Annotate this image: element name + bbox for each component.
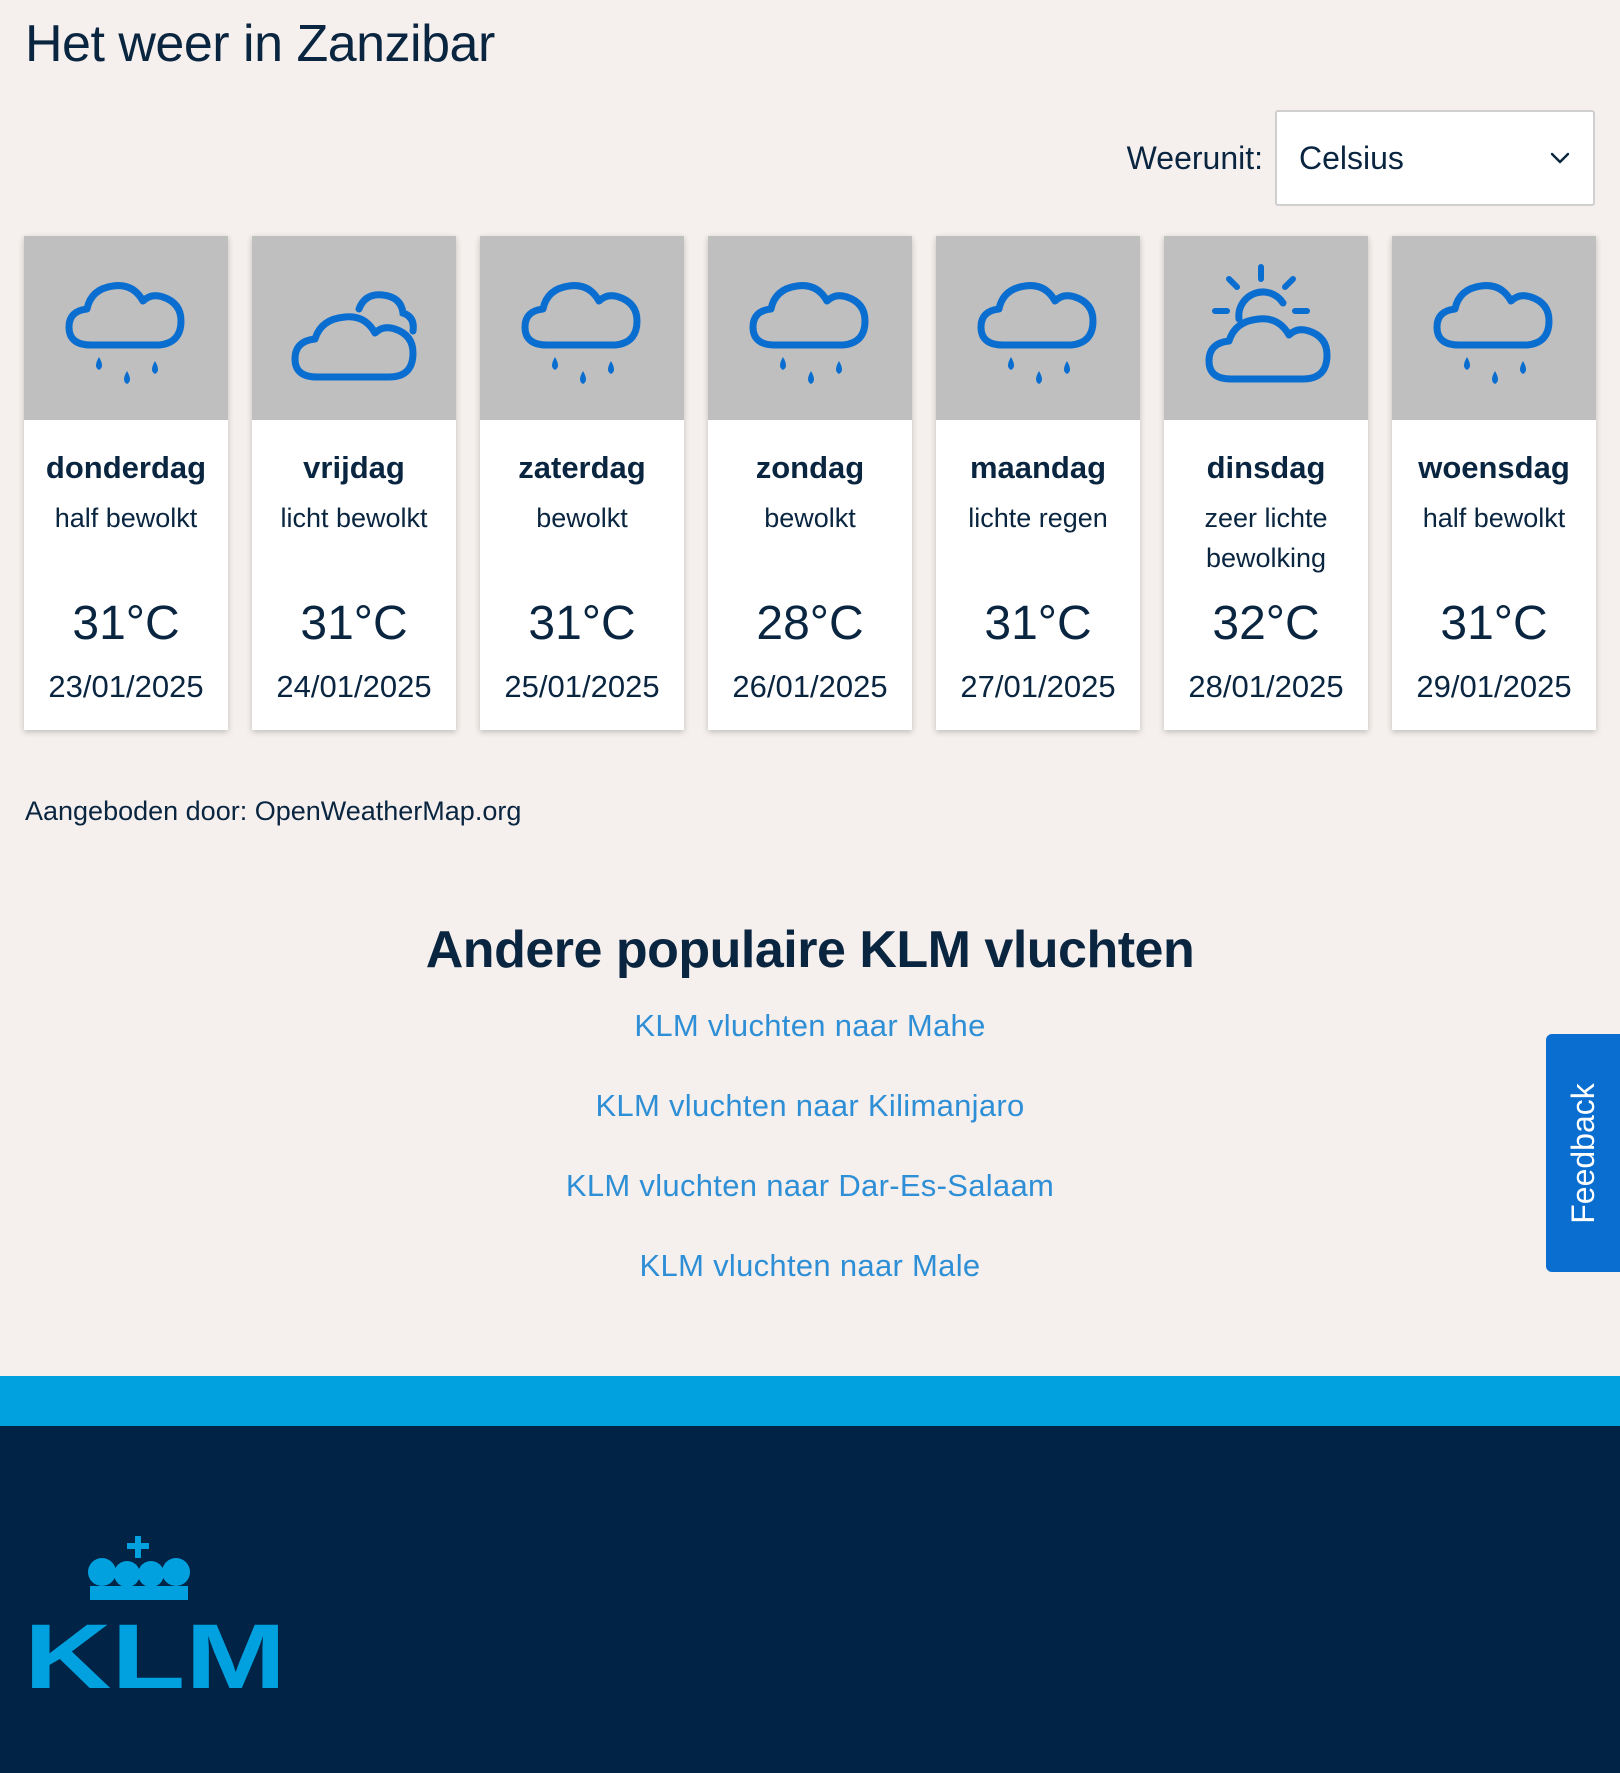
flight-link-male[interactable]: KLM vluchten naar Male bbox=[639, 1248, 981, 1283]
forecast-day: zondag bbox=[755, 450, 865, 485]
forecast-icon-box bbox=[936, 236, 1140, 420]
forecast-description: zeer lichte bewolking bbox=[1204, 503, 1328, 573]
forecast-cards bbox=[24, 236, 1596, 730]
rain-cloud-icon bbox=[735, 253, 885, 403]
rain-cloud-icon bbox=[963, 253, 1113, 403]
rain-cloud-icon bbox=[1419, 253, 1569, 403]
sun-cloud-icon bbox=[1191, 253, 1341, 403]
weather-unit-row bbox=[1127, 110, 1595, 206]
chevron-down-icon bbox=[1549, 147, 1571, 169]
forecast-description: half bewolkt bbox=[1422, 503, 1566, 533]
forecast-icon-box bbox=[1392, 236, 1596, 420]
forecast-date: 28/01/2025 bbox=[1188, 669, 1344, 704]
weather-unit-select[interactable] bbox=[1275, 110, 1595, 206]
flight-link-dar-es-salaam[interactable]: KLM vluchten naar Dar-Es-Salaam bbox=[565, 1168, 1055, 1203]
forecast-card-5 bbox=[1164, 236, 1368, 730]
klm-logo[interactable] bbox=[24, 1536, 286, 1696]
forecast-card-0 bbox=[24, 236, 228, 730]
forecast-day: donderdag bbox=[45, 450, 207, 485]
forecast-day: vrijdag bbox=[303, 450, 405, 485]
weather-unit-selected-value: Celsius bbox=[1299, 139, 1404, 176]
forecast-description: bewolkt bbox=[764, 503, 856, 533]
forecast-icon-box bbox=[708, 236, 912, 420]
forecast-card-2 bbox=[480, 236, 684, 730]
forecast-date: 25/01/2025 bbox=[504, 669, 660, 704]
forecast-temperature: 31°C bbox=[984, 597, 1092, 650]
forecast-date: 23/01/2025 bbox=[48, 669, 204, 704]
forecast-icon-box bbox=[252, 236, 456, 420]
forecast-temperature: 31°C bbox=[1440, 597, 1548, 650]
weather-credit: Aangeboden door: OpenWeatherMap.org bbox=[25, 796, 522, 826]
forecast-card-6 bbox=[1392, 236, 1596, 730]
forecast-description: licht bewolkt bbox=[280, 503, 428, 533]
forecast-description: bewolkt bbox=[536, 503, 628, 533]
forecast-date: 27/01/2025 bbox=[960, 669, 1116, 704]
rain-cloud-icon bbox=[51, 253, 201, 403]
popular-flights-title: Andere populaire KLM vluchten bbox=[425, 921, 1195, 979]
forecast-description: half bewolkt bbox=[54, 503, 198, 533]
forecast-temperature: 31°C bbox=[300, 597, 408, 650]
forecast-temperature: 31°C bbox=[528, 597, 636, 650]
feedback-label: Feedback bbox=[1564, 1082, 1601, 1224]
footer bbox=[0, 1426, 1620, 1773]
clouds-icon bbox=[279, 253, 429, 403]
popular-flights-links bbox=[0, 1008, 1620, 1328]
forecast-temperature: 32°C bbox=[1212, 597, 1320, 650]
forecast-date: 29/01/2025 bbox=[1416, 669, 1572, 704]
forecast-temperature: 28°C bbox=[756, 597, 864, 650]
forecast-icon-box bbox=[24, 236, 228, 420]
forecast-card-3 bbox=[708, 236, 912, 730]
forecast-day: dinsdag bbox=[1206, 450, 1326, 485]
rain-cloud-icon bbox=[507, 253, 657, 403]
forecast-card-1 bbox=[252, 236, 456, 730]
forecast-card-4 bbox=[936, 236, 1140, 730]
forecast-date: 24/01/2025 bbox=[276, 669, 432, 704]
klm-logo-text: KLM bbox=[24, 1606, 286, 1696]
footer-stripe bbox=[0, 1376, 1620, 1426]
page-title: Het weer in Zanzibar bbox=[25, 15, 495, 73]
forecast-icon-box bbox=[1164, 236, 1368, 420]
forecast-temperature: 31°C bbox=[72, 597, 180, 650]
forecast-description: lichte regen bbox=[968, 503, 1108, 533]
weather-unit-label: Weerunit: bbox=[1126, 139, 1263, 176]
flight-link-kilimanjaro[interactable]: KLM vluchten naar Kilimanjaro bbox=[595, 1088, 1025, 1123]
forecast-day: woensdag bbox=[1418, 450, 1570, 485]
forecast-day: maandag bbox=[969, 450, 1107, 485]
flight-link-mahe[interactable]: KLM vluchten naar Mahe bbox=[634, 1008, 986, 1043]
forecast-day: zaterdag bbox=[518, 450, 646, 485]
feedback-button[interactable] bbox=[1546, 1034, 1620, 1272]
forecast-icon-box bbox=[480, 236, 684, 420]
forecast-date: 26/01/2025 bbox=[732, 669, 888, 704]
